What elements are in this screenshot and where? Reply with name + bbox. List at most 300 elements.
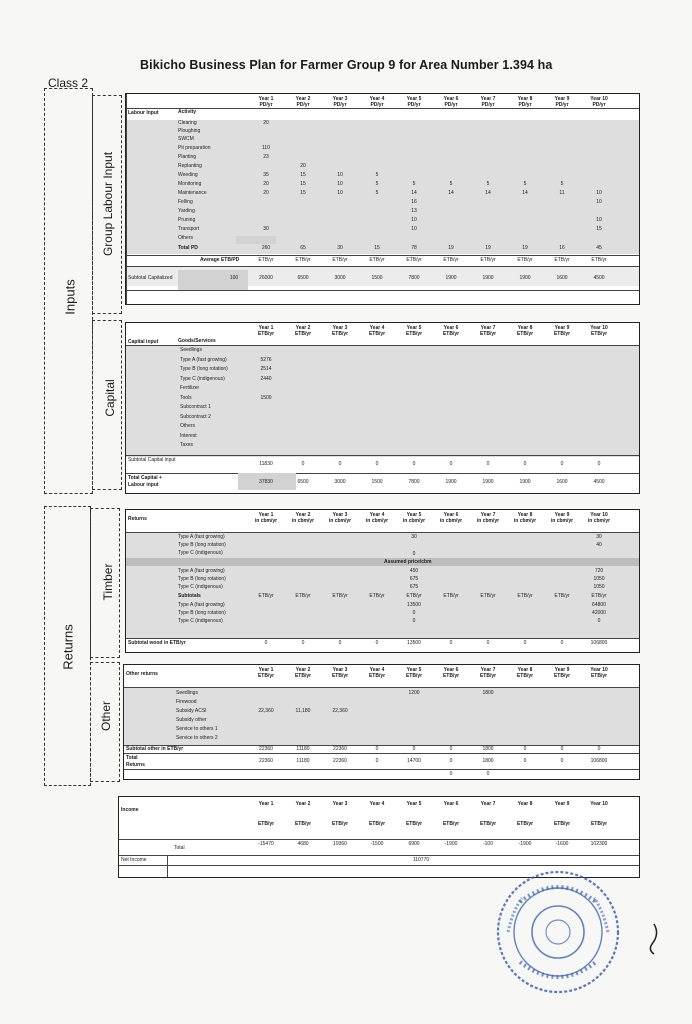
capital-total-cell: 1900 bbox=[482, 479, 494, 485]
timber-etb-unit: ETB/yr bbox=[480, 593, 496, 599]
capital-year-header: Year 1 bbox=[258, 325, 274, 331]
labour-cell: 5 bbox=[375, 181, 379, 187]
labour-year-header: Year 7 bbox=[480, 96, 496, 102]
timber-price-label: Type C (indigenous) bbox=[178, 584, 223, 590]
labour-cell: 10 bbox=[596, 217, 602, 223]
timber-subtotal-cell: 0 bbox=[264, 640, 268, 646]
labour-row-label: Maintenance bbox=[178, 190, 207, 196]
labour-row-label: Ploughing bbox=[178, 128, 201, 134]
average-value: 100 bbox=[229, 275, 239, 281]
returns-label: Returns bbox=[60, 624, 76, 670]
avg-unit: ETB/yr bbox=[406, 257, 422, 263]
labour-year-header: Year 5 bbox=[406, 96, 422, 102]
labour-cell: 23 bbox=[263, 154, 269, 160]
capital-subtotal-cell: 0 bbox=[375, 461, 379, 467]
other-year-header: Year 7 bbox=[480, 667, 496, 673]
timber-unit-header: in cbm/yr bbox=[328, 518, 352, 524]
other-unit-header: ETB/yr bbox=[368, 673, 386, 679]
labour-cell: 15 bbox=[300, 172, 306, 178]
other-year-header: Year 6 bbox=[443, 667, 459, 673]
timber-unit-header: in cbm/yr bbox=[291, 518, 315, 524]
capital-unit-header: ETB/yr bbox=[553, 331, 571, 337]
capital-row-label: Tools bbox=[180, 394, 192, 401]
timber-unit-header: in cbm/yr bbox=[365, 518, 389, 524]
timber-price-label: Type B (long rotation) bbox=[178, 576, 226, 582]
labour-row-label: Yarding bbox=[178, 208, 195, 214]
income-year-header: Year 6 bbox=[443, 801, 459, 807]
other-year-header: Year 2 bbox=[295, 667, 311, 673]
labour-cell: 20 bbox=[263, 181, 269, 187]
labour-subtotal-cell: 1500 bbox=[371, 275, 383, 281]
income-year-header: Year 7 bbox=[480, 801, 496, 807]
income-total-cell: -100 bbox=[482, 841, 493, 847]
other-subtotal-cell: 11180 bbox=[296, 746, 310, 752]
labour-cell: 5 bbox=[375, 172, 379, 178]
labour-row-label: Replanting bbox=[178, 163, 202, 169]
net-income-value: 110770 bbox=[412, 857, 430, 863]
timber-unit-header: in cbm/yr bbox=[476, 518, 500, 524]
timber-value-label: Type A (fast growing) bbox=[178, 602, 225, 608]
labour-cell: 19 bbox=[522, 245, 528, 251]
capital-subtotal-cell: 0 bbox=[301, 461, 305, 467]
labour-subtotal-cell: 4500 bbox=[593, 275, 605, 281]
timber-volume-label: Type C (indigenous) bbox=[178, 550, 223, 556]
labour-cell: 20 bbox=[300, 163, 306, 169]
other-unit-header: ETB/yr bbox=[516, 673, 534, 679]
other-unit-header: ETB/yr bbox=[590, 673, 608, 679]
capital-cell: 2440 bbox=[260, 375, 272, 382]
timber-subtotal-cell: 0 bbox=[375, 640, 379, 646]
labour-cell: 5 bbox=[560, 181, 564, 187]
income-total-cell: 6900 bbox=[408, 841, 420, 847]
timber-label: Timber bbox=[101, 563, 115, 601]
timber-cell: 0 bbox=[597, 618, 601, 624]
other-year-header: Year 1 bbox=[258, 667, 274, 673]
labour-cell: 13 bbox=[411, 208, 417, 214]
labour-unit-header: PD/yr bbox=[370, 102, 384, 108]
labour-cell: 65 bbox=[300, 245, 306, 251]
capital-total-cell: 1900 bbox=[445, 479, 457, 485]
labour-cell: 10 bbox=[337, 181, 343, 187]
other-year-header: Year 9 bbox=[554, 667, 570, 673]
income-year-header: Year 1 bbox=[258, 801, 274, 807]
timber-etb-unit: ETB/yr bbox=[332, 593, 348, 599]
income-total-cell: 102300 bbox=[590, 841, 608, 847]
capital-subtotal-cell: 0 bbox=[412, 461, 416, 467]
labour-cell: 10 bbox=[411, 217, 417, 223]
capital-input-table bbox=[125, 322, 640, 494]
labour-cell: 14 bbox=[411, 190, 417, 196]
timber-subtotal-cell: 0 bbox=[560, 640, 564, 646]
other-total-cell: 22360 bbox=[333, 758, 347, 764]
timber-unit-header: in cbm/yr bbox=[550, 518, 574, 524]
capital-unit-header: ETB/yr bbox=[516, 331, 534, 337]
capital-row-label: Subcontract 1 bbox=[180, 404, 211, 410]
capital-subtotal-cell: 0 bbox=[338, 461, 342, 467]
labour-unit-header: PD/yr bbox=[333, 102, 347, 108]
capital-year-header: Year 2 bbox=[295, 325, 311, 331]
total-returns-label: Total Returns bbox=[126, 755, 145, 768]
income-total-cell: -1900 bbox=[518, 841, 532, 847]
timber-subtotal-cell: 0 bbox=[449, 640, 453, 646]
capital-cell: 5276 bbox=[260, 356, 272, 363]
labour-cell: 11 bbox=[559, 190, 565, 196]
capital-label: Capital bbox=[103, 379, 117, 417]
subtotals-label: Subtotals bbox=[178, 593, 201, 599]
capital-total-cell: 37830 bbox=[259, 479, 273, 485]
labour-cell: 45 bbox=[596, 245, 602, 251]
goods-header: Goods/Services bbox=[178, 338, 216, 344]
other-total-cell: 14700 bbox=[407, 758, 421, 764]
capital-row-label: Type C (indigenous) bbox=[180, 375, 225, 382]
avg-unit: ETB/yr bbox=[517, 257, 533, 263]
timber-cell: 675 bbox=[409, 584, 419, 590]
timber-year-header: Year 2 bbox=[295, 512, 311, 518]
other-cell: 22,360 bbox=[258, 708, 274, 714]
capital-unit-header: ETB/yr bbox=[442, 331, 460, 337]
timber-year-header: Year 8 bbox=[517, 512, 533, 518]
timber-etb-unit: ETB/yr bbox=[295, 593, 311, 599]
labour-unit-header: PD/yr bbox=[407, 102, 421, 108]
labour-input-table bbox=[125, 93, 640, 305]
timber-cell: 1050 bbox=[593, 584, 605, 590]
labour-cell: 35 bbox=[263, 172, 269, 178]
income-unit-header: ETB/yr bbox=[516, 821, 534, 827]
labour-cell: 14 bbox=[485, 190, 491, 196]
capital-unit-header: ETB/yr bbox=[257, 331, 275, 337]
timber-cell: 675 bbox=[409, 576, 419, 582]
timber-etb-unit: ETB/yr bbox=[406, 593, 422, 599]
capital-row-label: Others bbox=[180, 423, 196, 429]
timber-unit-header: in cbm/yr bbox=[254, 518, 278, 524]
timber-volume-label: Type B (long rotation) bbox=[178, 542, 226, 548]
income-unit-header: ETB/yr bbox=[590, 821, 608, 827]
capital-subtotal-cell: 0 bbox=[560, 461, 564, 467]
subtotal-wood-label: Subtotal wood in ETB/yr bbox=[128, 640, 186, 646]
capital-subtotal-label: Subtotal Capital input bbox=[128, 457, 176, 463]
labour-subtotal-cell: 26000 bbox=[259, 275, 273, 281]
capital-year-header: Year 8 bbox=[517, 325, 533, 331]
other-row-label: Firewood bbox=[176, 699, 197, 705]
timber-etb-unit: ETB/yr bbox=[369, 593, 385, 599]
timber-year-header: Year 4 bbox=[369, 512, 385, 518]
avg-unit: ETB/yr bbox=[443, 257, 459, 263]
timber-price-label: Type A (fast growing) bbox=[178, 568, 225, 574]
timber-cell: 30 bbox=[411, 534, 417, 540]
net-income-label: Net Income bbox=[121, 857, 147, 863]
timber-cell: 1050 bbox=[593, 576, 605, 582]
labour-cell: 30 bbox=[263, 226, 269, 232]
inputs-label: Inputs bbox=[62, 279, 78, 315]
labour-cell: 10 bbox=[596, 190, 602, 196]
capital-subtotal-cell: 0 bbox=[449, 461, 453, 467]
timber-cell: 13500 bbox=[407, 602, 421, 608]
timber-year-header: Year 9 bbox=[554, 512, 570, 518]
labour-row-label: Pruning bbox=[178, 217, 196, 223]
labour-year-header: Year 4 bbox=[369, 96, 385, 102]
labour-cell: 10 bbox=[337, 172, 343, 178]
other-subtotal-cell: 0 bbox=[449, 746, 453, 752]
subtotal-other-label: Subtotal other in ETB/yr bbox=[126, 746, 184, 752]
income-unit-header: ETB/yr bbox=[331, 821, 349, 827]
labour-subtotal-cell: 1900 bbox=[482, 275, 494, 281]
timber-value-label: Type B (long rotation) bbox=[178, 610, 226, 616]
income-total-cell: -1600 bbox=[555, 841, 569, 847]
avg-unit: ETB/yr bbox=[295, 257, 311, 263]
other-subtotal-cell: 0 bbox=[523, 746, 527, 752]
labour-row-label: Clearing bbox=[178, 120, 197, 126]
avg-unit: ETB/yr bbox=[369, 257, 385, 263]
other-subtotal-cell: 0 bbox=[412, 746, 416, 752]
labour-cell: 20 bbox=[263, 190, 269, 196]
capital-year-header: Year 10 bbox=[590, 325, 608, 331]
other-cell: 22,360 bbox=[332, 708, 348, 714]
income-total-cell: 4680 bbox=[297, 841, 309, 847]
income-total-cell: 19360 bbox=[333, 841, 347, 847]
capital-year-header: Year 7 bbox=[480, 325, 496, 331]
capital-subtotal-cell: 0 bbox=[597, 461, 601, 467]
capital-row-label: Fertilizer bbox=[180, 385, 200, 391]
capital-unit-header: ETB/yr bbox=[479, 331, 497, 337]
capital-row-label: Type B (long rotation) bbox=[180, 366, 228, 372]
other-below-cell: 0 bbox=[486, 771, 490, 777]
income-year-header: Year 3 bbox=[332, 801, 348, 807]
income-year-header: Year 4 bbox=[369, 801, 385, 807]
income-unit-header: ETB/yr bbox=[294, 821, 312, 827]
timber-subtotal-cell: 13500 bbox=[407, 640, 421, 646]
timber-cell: 0 bbox=[412, 618, 416, 624]
timber-volume-label: Type A (fast growing) bbox=[178, 534, 225, 540]
labour-year-header: Year 1 bbox=[258, 96, 274, 102]
income-year-header: Year 8 bbox=[517, 801, 533, 807]
other-subtotal-cell: 22360 bbox=[333, 746, 347, 752]
income-total-cell: -15470 bbox=[258, 841, 274, 847]
other-label: Other bbox=[99, 700, 113, 732]
labour-subtotal-cell: 1900 bbox=[445, 275, 457, 281]
assumed-price-label: Assumed price/cbm bbox=[384, 559, 432, 565]
page-title: Bikicho Business Plan for Farmer Group 9 for Area Number 1.394 ha bbox=[140, 58, 553, 72]
labour-cell: 10 bbox=[596, 199, 602, 205]
timber-year-header: Year 3 bbox=[332, 512, 348, 518]
other-subtotal-cell: 0 bbox=[560, 746, 564, 752]
subtotal-capitalized-label: Subtotal Capitalized bbox=[128, 275, 173, 281]
timber-unit-header: in cbm/yr bbox=[513, 518, 537, 524]
timber-cell: 64800 bbox=[592, 602, 606, 608]
labour-cell: 110 bbox=[262, 145, 270, 151]
capital-unit-header: ETB/yr bbox=[331, 331, 349, 337]
labour-cell: 5 bbox=[523, 181, 527, 187]
other-below-cell: 0 bbox=[449, 771, 453, 777]
timber-unit-header: in cbm/yr bbox=[402, 518, 426, 524]
timber-year-header: Year 1 bbox=[258, 512, 274, 518]
other-total-cell: 0 bbox=[523, 758, 527, 764]
labour-cell: 14 bbox=[522, 190, 528, 196]
capital-unit-header: ETB/yr bbox=[405, 331, 423, 337]
labour-subtotal-cell: 7800 bbox=[408, 275, 420, 281]
timber-subtotal-cell: 0 bbox=[486, 640, 490, 646]
labour-subtotal-cell: 1600 bbox=[556, 275, 568, 281]
timber-year-header: Year 5 bbox=[406, 512, 422, 518]
timber-corner: Returns bbox=[128, 516, 147, 522]
labour-cell: 78 bbox=[411, 245, 417, 251]
capital-cell: 2514 bbox=[260, 366, 272, 372]
labour-row-label: Pit preparation bbox=[178, 145, 211, 151]
avg-unit: ETB/yr bbox=[258, 257, 274, 263]
other-cell: 1800 bbox=[482, 690, 494, 696]
other-total-cell: 11180 bbox=[296, 758, 310, 764]
timber-subtotal-cell: 106800 bbox=[590, 640, 608, 646]
capital-year-header: Year 4 bbox=[369, 325, 385, 331]
capital-total-cell: 3000 bbox=[334, 479, 346, 485]
capital-total-cell: 7800 bbox=[408, 479, 420, 485]
other-year-header: Year 10 bbox=[590, 667, 608, 673]
other-year-header: Year 8 bbox=[517, 667, 533, 673]
timber-year-header: Year 6 bbox=[443, 512, 459, 518]
other-year-header: Year 4 bbox=[369, 667, 385, 673]
avg-unit: ETB/yr bbox=[591, 257, 607, 263]
capital-row-label: Type A (fast growing) bbox=[180, 356, 227, 363]
labour-cell: 5 bbox=[449, 181, 453, 187]
labour-row-label: Monitoring bbox=[178, 181, 202, 187]
other-unit-header: ETB/yr bbox=[294, 673, 312, 679]
labour-subtotal-cell: 6500 bbox=[297, 275, 309, 281]
timber-etb-unit: ETB/yr bbox=[258, 593, 274, 599]
activity-header: Activity bbox=[178, 109, 197, 115]
labour-cell: 15 bbox=[374, 245, 380, 251]
other-row-label: Service to others 1 bbox=[176, 726, 218, 732]
labour-unit-header: PD/yr bbox=[481, 102, 495, 108]
labour-row-label: Others bbox=[178, 235, 194, 241]
official-stamp bbox=[490, 862, 624, 1002]
capital-year-header: Year 9 bbox=[554, 325, 570, 331]
capital-year-header: Year 3 bbox=[332, 325, 348, 331]
income-year-header: Year 9 bbox=[554, 801, 570, 807]
capital-unit-header: ETB/yr bbox=[590, 331, 608, 337]
other-total-cell: 0 bbox=[560, 758, 564, 764]
labour-cell: 260 bbox=[261, 245, 271, 251]
labour-cell: 5 bbox=[375, 190, 379, 196]
other-unit-header: ETB/yr bbox=[479, 673, 497, 679]
other-subtotal-cell: 1800 bbox=[482, 746, 494, 752]
labour-row-label: Transport bbox=[178, 226, 200, 232]
capital-row-label: Seedlings bbox=[180, 347, 202, 353]
timber-unit-header: in cbm/yr bbox=[587, 518, 611, 524]
labour-unit-header: PD/yr bbox=[555, 102, 569, 108]
timber-cell: 0 bbox=[412, 610, 416, 616]
income-year-header: Year 5 bbox=[406, 801, 422, 807]
capital-subtotal-cell: 0 bbox=[486, 461, 490, 467]
other-total-cell: 0 bbox=[449, 758, 453, 764]
timber-cell: 42000 bbox=[592, 610, 606, 616]
other-row-label: Subsidy ACSI bbox=[176, 708, 207, 714]
other-total-cell: 1800 bbox=[482, 758, 494, 764]
capital-year-header: Year 5 bbox=[406, 325, 422, 331]
labour-cell: 30 bbox=[337, 245, 343, 251]
timber-etb-unit: ETB/yr bbox=[554, 593, 570, 599]
capital-total-cell: 1600 bbox=[556, 479, 568, 485]
signature-mark bbox=[640, 920, 670, 980]
other-cell: 11,180 bbox=[295, 708, 311, 714]
other-unit-header: ETB/yr bbox=[405, 673, 423, 679]
labour-cell: 19 bbox=[448, 245, 454, 251]
capital-total-cell: 6500 bbox=[297, 479, 309, 485]
capital-total-cell: 1500 bbox=[371, 479, 383, 485]
labour-year-header: Year 10 bbox=[590, 96, 608, 102]
labour-cell: 5 bbox=[486, 181, 490, 187]
other-unit-header: ETB/yr bbox=[553, 673, 571, 679]
timber-year-header: Year 10 bbox=[590, 512, 608, 518]
income-unit-header: ETB/yr bbox=[553, 821, 571, 827]
other-row-label: Seedlings bbox=[176, 690, 198, 696]
capital-total-cell: 4500 bbox=[593, 479, 605, 485]
other-total-cell: 106800 bbox=[590, 758, 608, 764]
labour-year-header: Year 2 bbox=[295, 96, 311, 102]
capital-row-label: Interest bbox=[180, 432, 197, 439]
group-labour-label: Group Labour Input bbox=[101, 151, 115, 257]
other-subtotal-cell: 0 bbox=[375, 746, 379, 752]
income-unit-header: ETB/yr bbox=[442, 821, 460, 827]
labour-cell: 5 bbox=[412, 181, 416, 187]
timber-subtotal-cell: 0 bbox=[338, 640, 342, 646]
capital-year-header: Year 6 bbox=[443, 325, 459, 331]
labour-cell: 10 bbox=[337, 190, 343, 196]
income-total-label: Total bbox=[174, 845, 185, 851]
labour-row-label: Planting bbox=[178, 154, 197, 160]
timber-subtotal-cell: 0 bbox=[523, 640, 527, 646]
income-year-header: Year 2 bbox=[295, 801, 311, 807]
other-unit-header: ETB/yr bbox=[257, 673, 275, 679]
labour-row-label: Weeding bbox=[178, 172, 198, 178]
timber-cell: 30 bbox=[596, 534, 602, 540]
timber-etb-unit: ETB/yr bbox=[591, 593, 607, 599]
income-total-cell: -1500 bbox=[370, 841, 384, 847]
labour-subtotal-cell: 3000 bbox=[334, 275, 346, 281]
labour-cell: 15 bbox=[300, 190, 306, 196]
other-row-label: Service to others 2 bbox=[176, 735, 218, 741]
capital-row-label: Subcontract 2 bbox=[180, 413, 211, 420]
other-subtotal-cell: 22360 bbox=[259, 746, 273, 752]
timber-value-label: Type C (indigenous) bbox=[178, 618, 223, 624]
average-label: Average ETB/PD bbox=[200, 257, 240, 263]
labour-unit-header: PD/yr bbox=[592, 102, 606, 108]
capital-unit-header: ETB/yr bbox=[368, 331, 386, 337]
capital-unit-header: ETB/yr bbox=[294, 331, 312, 337]
timber-returns-table bbox=[125, 509, 640, 653]
avg-unit: ETB/yr bbox=[554, 257, 570, 263]
avg-unit: ETB/yr bbox=[332, 257, 348, 263]
other-unit-header: ETB/yr bbox=[331, 673, 349, 679]
labour-year-header: Year 6 bbox=[443, 96, 459, 102]
other-returns-table bbox=[123, 664, 640, 780]
timber-zero-cell: 0 bbox=[412, 551, 416, 557]
labour-year-header: Year 8 bbox=[517, 96, 533, 102]
income-total-cell: -1900 bbox=[444, 841, 458, 847]
labour-subtotal-cell: 1900 bbox=[519, 275, 531, 281]
timber-cell: 720 bbox=[594, 568, 604, 574]
capital-row-label: Taxes bbox=[180, 442, 194, 448]
total-capital-label: Total Capital + Labour input bbox=[128, 475, 162, 488]
income-unit-header: ETB/yr bbox=[405, 821, 423, 827]
class-label: Class 2 bbox=[48, 76, 89, 90]
other-total-cell: 22360 bbox=[259, 758, 273, 764]
other-unit-header: ETB/yr bbox=[442, 673, 460, 679]
labour-cell: 15 bbox=[596, 226, 602, 232]
labour-year-header: Year 9 bbox=[554, 96, 570, 102]
labour-cell: 15 bbox=[300, 181, 306, 187]
labour-cell: 19 bbox=[485, 245, 491, 251]
other-row-label: Subsidy other bbox=[176, 717, 207, 723]
labour-corner: Labour Input bbox=[128, 110, 159, 116]
